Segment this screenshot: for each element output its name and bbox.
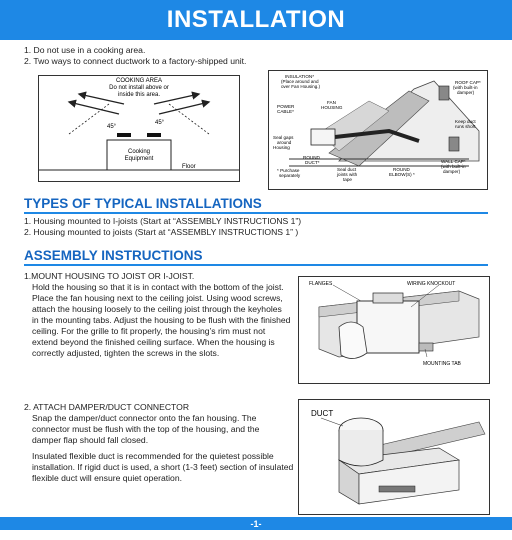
angle-right-label: 45°: [155, 120, 165, 126]
step2-note-line: installation. If rigid duct is used, a short (1-3 feet) section of insulated: [32, 462, 294, 472]
round-elbow-label: ROUND: [393, 167, 410, 172]
round-duct-label: ROUND: [303, 155, 320, 160]
wall-cap-label: WALL CAP*: [441, 159, 466, 164]
step1-title: 1.MOUNT HOUSING TO JOIST OR I-JOIST.: [24, 271, 195, 281]
step1-line: attach the housing loosely to the ceiling joist through the keyholes: [32, 304, 282, 314]
insulation-label: over Fan Housing.): [281, 84, 321, 89]
intro-item: 1. Do not use in a cooking area.: [24, 45, 146, 55]
equipment-label: Cooking: [127, 149, 151, 155]
purchase-note: separately: [279, 173, 301, 178]
step1-text: [24, 271, 296, 359]
cooking-area-warning: Do not install above or: [109, 85, 169, 91]
seal-gaps-label: Seal gaps: [273, 135, 294, 140]
seal-joints-label: joints with: [337, 172, 358, 177]
seal-gaps-label: Housing: [273, 145, 290, 150]
insulation-label: (Place around and: [281, 79, 319, 84]
step2-title: 2. ATTACH DAMPER/DUCT CONNECTOR: [24, 402, 190, 412]
fan-housing-label: HOUSING: [321, 105, 343, 110]
cooking-area-diagram: [38, 75, 240, 182]
mount-housing-drawing: [299, 277, 489, 383]
roof-cap-label: ROOF CAP*: [455, 80, 481, 85]
page-number: -1-: [250, 518, 262, 529]
page-footer: [0, 517, 512, 530]
wiring-knockout-label: WIRING KNOCKOUT: [407, 281, 456, 287]
assembly-heading: ASSEMBLY INSTRUCTIONS: [24, 248, 203, 263]
flanges-label: FLANGES: [309, 281, 333, 287]
mounting-tab-label: MOUNTING TAB: [423, 361, 461, 367]
wall-cap-label: (with built-in: [441, 164, 466, 169]
step2-line: connector must be flush with the top of the housing, and the: [32, 424, 260, 434]
types-item: 1. Housing mounted to I-joists (Start at “ASSEMBLY INSTRUCTIONS 1”): [24, 216, 302, 226]
cooking-area-warning: inside this area.: [117, 92, 161, 98]
types-item: 2. Housing mounted to joists (Start at “ASSEMBLY INSTRUCTIONS 1” ): [24, 227, 299, 237]
power-cable-label: CABLE*: [277, 109, 294, 114]
round-elbow-label: ELBOW(S) *: [389, 172, 415, 177]
step2-line: damper flap should fall closed.: [32, 435, 149, 445]
roof-cap-label: damper): [457, 90, 475, 95]
step2-note-line: Insulated flexible duct is recommended for the quietest possible: [32, 451, 274, 461]
types-heading: TYPES OF TYPICAL INSTALLATIONS: [24, 196, 262, 211]
step1-line: correctly adjusted, tighten the screws in the slots.: [32, 348, 220, 358]
intro-item: 2. Two ways to connect ductwork to a factory-shipped unit.: [24, 56, 247, 66]
duct-connector-drawing: [299, 400, 489, 514]
step1-line: Hold the housing so that it is in contact with the bottom of the joist.: [32, 282, 284, 292]
cooking-area-title: COOKING AREA: [115, 78, 163, 84]
round-duct-label: DUCT*: [305, 160, 320, 165]
intro-list: [24, 45, 246, 67]
cooking-area-figure: [39, 76, 239, 181]
step2-note-line: flexible duct will ensure quiet operation.: [32, 473, 183, 483]
wall-cap-label: damper): [443, 169, 461, 174]
assembly-divider: [24, 264, 488, 266]
page-title: INSTALLATION: [166, 6, 346, 33]
floor-label: Floor: [182, 164, 196, 170]
seal-joints-label: tape: [343, 177, 352, 182]
step1-line: extend beyond the finished ceiling surface. When the housing is: [32, 337, 275, 347]
seal-gaps-label: around: [277, 140, 292, 145]
title-banner: [0, 0, 512, 40]
mount-housing-figure: [298, 276, 490, 384]
step1-line: Place the fan housing next to the ceiling joist. Using wood screws,: [32, 293, 283, 303]
step1-line: ceiling. For the grille to fit properly, the housing’s rim must not: [32, 326, 266, 336]
keep-duct-label: runs short: [455, 124, 476, 129]
step1-line: in the mounting tabs. Adjust the housing to be flush with the finished: [32, 315, 291, 325]
power-cable-label: POWER: [277, 104, 295, 109]
insulation-label: INSULATION*: [285, 74, 315, 79]
keep-duct-label: Keep duct: [455, 119, 476, 124]
types-list: [24, 216, 301, 238]
step2-line: Snap the damper/duct connector onto the fan housing. The: [32, 413, 257, 423]
step2-text: [24, 402, 300, 484]
duct-connector-figure: [298, 399, 490, 515]
angle-left-label: 45°: [107, 124, 117, 130]
types-divider: [24, 212, 488, 214]
attic-figure: [269, 71, 487, 189]
seal-joints-label: Seal duct: [337, 167, 357, 172]
duct-label: DUCT: [311, 409, 334, 418]
roof-cap-label: (with built-in: [453, 85, 478, 90]
attic-installation-diagram: [268, 70, 488, 190]
fan-housing-label: FAN: [327, 100, 336, 105]
equipment-label: Equipment: [124, 156, 154, 162]
purchase-note: * Purchase: [277, 168, 300, 173]
